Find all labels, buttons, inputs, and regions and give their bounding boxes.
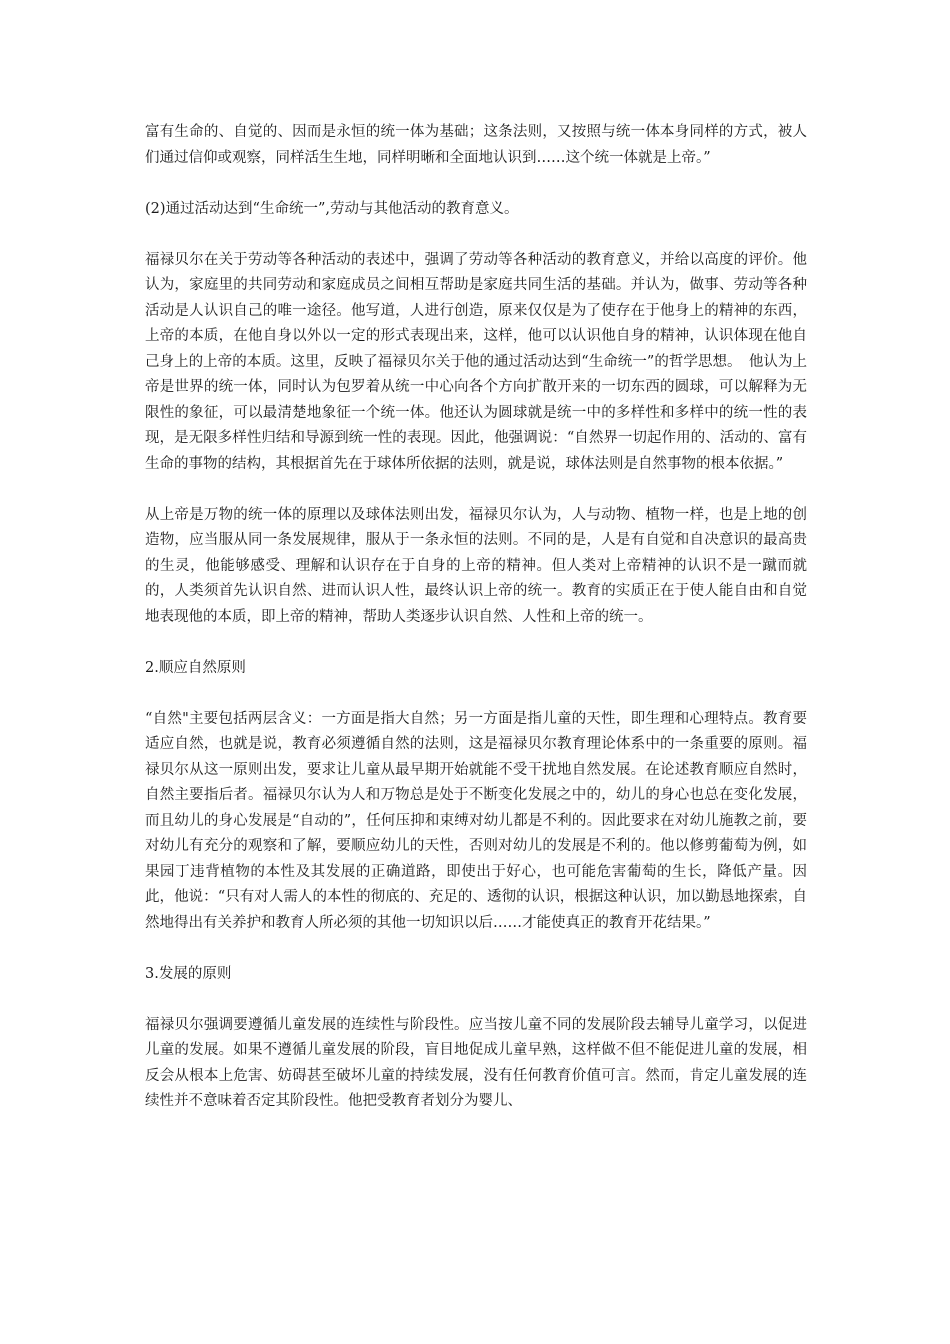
document-page <box>145 120 807 1140</box>
section-heading-follow-nature: 2.顺应自然原则 <box>145 659 246 676</box>
body-paragraph-development-principle: 福禄贝尔强调要遵循儿童发展的连续性与阶段性。应当按儿童不同的发展阶段去辅导儿童学习，以促进儿童的发展。如果不遵循儿童发展的阶段，盲目地促成儿童早熟，这样做不但不能促进儿童的发展，相反会从根本上危害、妨碍甚至破坏儿童的持续发展，没有任何教育价值可言。然而，肯定儿童发展的连续性并不意味着否定其阶段性。他把受教育者划分为婴儿、 <box>145 1016 807 1109</box>
body-paragraph-unity-intro: 富有生命的、自觉的、因而是永恒的统一体为基础；这条法则，又按照与统一体本身同样的方式，被人们通过信仰或观察，同样活生生地，同样明晰和全面地认识到……这个统一体就是上帝。” <box>145 124 807 166</box>
body-paragraph-god-unity: 从上帝是万物的统一体的原理以及球体法则出发，福禄贝尔认为，人与动物、植物一样，也是上地的创造物，应当服从同一条发展规律，服从于一条永恒的法则。不同的是，人是有自觉和自决意识的最高贵的生灵，他能够感受、理解和认识存在于自身的上帝的精神。但人类对上帝精神的认识不是一蹴而就的，人类须首先认识自然、进而认识人性，最终认识上帝的统一。教育的实质正在于使人能自由和自觉地表现他的本质，即上帝的精神，帮助人类逐步认识自然、人性和上帝的统一。 <box>145 506 807 625</box>
body-paragraph-nature-principle: “自然"主要包括两层含义：一方面是指大自然；另一方面是指儿童的天性，即生理和心理特点。教育要适应自然，也就是说，教育必须遵循自然的法则，这是福禄贝尔教育理论体系中的一条重要的原则。福禄贝尔从这一原则出发，要求让儿童从最早期开始就能不受干扰地自然发展。在论述教育顺应自然时，自然主要指后者。福禄贝尔认为人和万物总是处于不断变化发展之中的，幼儿的身心也总在变化发展，而且幼儿的身心发展是“自动的”，任何压抑和束缚对幼儿都是不利的。因此要求在对幼儿施教之前，要对幼儿有充分的观察和了解，要顺应幼儿的天性，否则对幼儿的发展是不利的。他以修剪葡萄为例，如果园丁违背植物的本性及其发展的正确道路，即使出于好心，也可能危害葡萄的生长，降低产量。因此，他说：“只有对人需人的本性的彻底的、充足的、透彻的认识，根据这种认识，加以勤恳地探索，自然地得出有关养护和教育人所必须的其他一切知识以后……才能使真正的教育开花结果。” <box>145 710 807 931</box>
section-heading-development: 3.发展的原则 <box>145 965 232 982</box>
body-paragraph-labor-activities: 福禄贝尔在关于劳动等各种活动的表述中，强调了劳动等各种活动的教育意义，并给以高度的评价。他认为，家庭里的共同劳动和家庭成员之间相互帮助是家庭共同生活的基础。并认为，做事、劳动等各种活动是人认识自己的唯一途径。他写道，人进行创造，原来仅仅是为了使存在于他身上的精神的东西，上帝的本质，在他自身以外以一定的形式表现出来，这样，他可以认识他自身的精神，认识体现在他自己身上的上帝的本质。这里，反映了福禄贝尔关于他的通过活动达到“生命统一”的哲学思想。 他认为上帝是世界的统一体，同时认为包罗着从统一中心向各个方向扩散开来的一切东西的圆球，可以解释为无限性的象征，可以最清楚地象征一个统一体。他还认为圆球就是统一中的多样性和多样中的统一性的表现，是无限多样性归结和导源到统一性的表现。因此，他强调说：“自然界一切起作用的、活动的、富有生命的事物的结构，其根据首先在于球体所依据的法则，就是说，球体法则是自然事物的根本依据。” <box>145 251 807 472</box>
section-heading-activity-unity: (2)通过活动达到“生命统一”,劳动与其他活动的教育意义。 <box>145 200 519 217</box>
